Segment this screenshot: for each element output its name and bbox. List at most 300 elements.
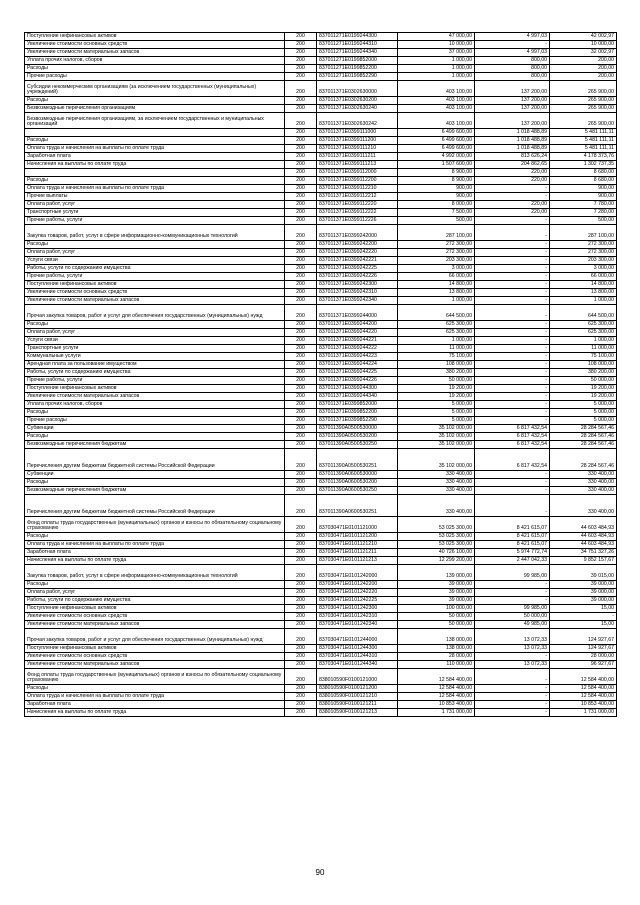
row-line-code: 200: [285, 549, 317, 557]
row-classification-code: 837030471E0101242225: [317, 597, 398, 605]
row-approved-amount: 8 000,00: [398, 201, 475, 209]
table-row: [25, 669, 617, 685]
row-name: Заработная плата: [25, 153, 285, 161]
row-approved-amount: 5 000,00: [398, 401, 475, 409]
row-classification-code: 837030471E0101121200: [317, 533, 398, 541]
row-classification-code: 837011371E0399852200: [317, 409, 398, 417]
row-classification-code: 837011371E0399111000: [317, 129, 398, 137]
row-name: Расходы: [25, 581, 285, 589]
row-remaining-amount: 330 400,00: [550, 495, 617, 517]
row-approved-amount: 28 000,00: [398, 653, 475, 661]
row-executed-amount: 99 985,00: [475, 605, 550, 613]
row-classification-code: 837011371E0399242310: [317, 289, 398, 297]
row-classification-code: 837030471E0101121213: [317, 557, 398, 565]
row-name: Прочие расходы: [25, 73, 285, 81]
table-row: [25, 441, 617, 449]
row-executed-amount: -: [475, 709, 550, 717]
row-approved-amount: 110 000,00: [398, 661, 475, 669]
table-row: [25, 661, 617, 669]
row-classification-code: 837011371E0399852000: [317, 401, 398, 409]
table-row: [25, 557, 617, 565]
row-executed-amount: -: [475, 193, 550, 201]
row-classification-code: 837011371E0302630242: [317, 113, 398, 129]
row-name: Субвенции: [25, 471, 285, 479]
row-executed-amount: -: [475, 337, 550, 345]
row-name: Расходы: [25, 97, 285, 105]
row-name: Уплата прочих налогов, сборов: [25, 57, 285, 65]
row-line-code: 200: [285, 433, 317, 441]
row-line-code: 200: [285, 265, 317, 273]
row-classification-code: 837030471E0101242340: [317, 621, 398, 629]
row-line-code: 200: [285, 385, 317, 393]
row-approved-amount: 287 100,00: [398, 225, 475, 241]
row-line-code: 200: [285, 709, 317, 717]
row-executed-amount: 99 985,00: [475, 565, 550, 581]
row-line-code: 200: [285, 565, 317, 581]
row-remaining-amount: 44 603 484,93: [550, 517, 617, 533]
table-row: [25, 533, 617, 541]
row-approved-amount: 203 300,00: [398, 257, 475, 265]
row-line-code: 200: [285, 209, 317, 217]
row-name: Коммунальные услуги: [25, 353, 285, 361]
row-remaining-amount: 7 780,00: [550, 201, 617, 209]
row-line-code: 200: [285, 113, 317, 129]
row-classification-code: 838010590F0100121200: [317, 685, 398, 693]
row-classification-code: 837011371E0399111210: [317, 145, 398, 153]
row-executed-amount: 6 817 432,54: [475, 449, 550, 471]
table-row: [25, 629, 617, 645]
row-name: Увеличение стоимости материальных запасов: [25, 661, 285, 669]
row-classification-code: 837030471E0101242300: [317, 605, 398, 613]
row-approved-amount: 1 000,00: [398, 297, 475, 305]
row-name: Безвозмездные перечисления организациям: [25, 105, 285, 113]
row-remaining-amount: 34 751 327,26: [550, 549, 617, 557]
row-remaining-amount: 39 000,00: [550, 597, 617, 605]
row-remaining-amount: 15,00: [550, 605, 617, 613]
table-row: [25, 361, 617, 369]
row-executed-amount: -: [475, 361, 550, 369]
row-classification-code: 837011371E0399111211: [317, 153, 398, 161]
row-line-code: 200: [285, 517, 317, 533]
row-executed-amount: -: [475, 393, 550, 401]
table-row: [25, 137, 617, 145]
row-classification-code: 837011371E0399242225: [317, 265, 398, 273]
row-executed-amount: 220,00: [475, 201, 550, 209]
row-classification-code: 837030471E0101242000: [317, 565, 398, 581]
row-executed-amount: -: [475, 249, 550, 257]
table-row: [25, 225, 617, 241]
row-remaining-amount: 28 284 567,46: [550, 433, 617, 441]
row-approved-amount: 1 000,00: [398, 65, 475, 73]
row-classification-code: 837011371E0302630000: [317, 81, 398, 97]
row-name: Заработная плата: [25, 549, 285, 557]
table-row: [25, 217, 617, 225]
row-approved-amount: 330 400,00: [398, 471, 475, 479]
table-row: [25, 605, 617, 613]
row-executed-amount: -: [475, 217, 550, 225]
row-approved-amount: 10 853 400,00: [398, 701, 475, 709]
row-line-code: 200: [285, 193, 317, 201]
row-line-code: 200: [285, 57, 317, 65]
row-name: [25, 129, 285, 137]
row-classification-code: 837011390A0600530251: [317, 495, 398, 517]
row-line-code: 200: [285, 249, 317, 257]
row-approved-amount: 40 726 100,00: [398, 549, 475, 557]
table-row: [25, 417, 617, 425]
table-row: [25, 409, 617, 417]
row-name: Субсидии некоммерческим организациям (за исключением государственных (муниципальных) учреждений): [25, 81, 285, 97]
row-executed-amount: 6 817 432,54: [475, 433, 550, 441]
table-row: [25, 57, 617, 65]
row-remaining-amount: 265 900,00: [550, 97, 617, 105]
row-executed-amount: -: [475, 409, 550, 417]
row-classification-code: 837011371E0399111200: [317, 137, 398, 145]
row-approved-amount: 53 025 300,00: [398, 533, 475, 541]
table-row: [25, 393, 617, 401]
row-line-code: 200: [285, 345, 317, 353]
row-executed-amount: 4 997,03: [475, 49, 550, 57]
row-line-code: 200: [285, 337, 317, 345]
row-line-code: 200: [285, 65, 317, 73]
row-line-code: 200: [285, 441, 317, 449]
row-line-code: 200: [285, 297, 317, 305]
table-row: [25, 495, 617, 517]
row-approved-amount: 272 300,00: [398, 249, 475, 257]
row-line-code: 200: [285, 693, 317, 701]
row-name: Увеличение стоимости основных средств: [25, 41, 285, 49]
row-name: Расходы: [25, 321, 285, 329]
table-row: [25, 33, 617, 41]
row-name: Увеличение стоимости материальных запасов: [25, 49, 285, 57]
row-remaining-amount: 8 680,00: [550, 177, 617, 185]
row-approved-amount: 1 000,00: [398, 337, 475, 345]
row-line-code: 200: [285, 597, 317, 605]
row-name: Прочая закупка товаров, работ и услуг для обеспечения государственных (муниципальных) нужд: [25, 629, 285, 645]
row-executed-amount: -: [475, 345, 550, 353]
row-executed-amount: -: [475, 693, 550, 701]
row-remaining-amount: 9 852 157,67: [550, 557, 617, 565]
row-classification-code: 837011371E0399244200: [317, 321, 398, 329]
table-row: [25, 41, 617, 49]
row-approved-amount: 12 584 400,00: [398, 669, 475, 685]
row-executed-amount: 137 200,00: [475, 81, 550, 97]
table-row: [25, 305, 617, 321]
table-row: [25, 209, 617, 217]
row-name: [25, 169, 285, 177]
table-row: [25, 241, 617, 249]
row-classification-code: 837011371E0399852290: [317, 417, 398, 425]
row-classification-code: 837030471E0101242310: [317, 613, 398, 621]
row-line-code: 200: [285, 629, 317, 645]
row-remaining-amount: 287 100,00: [550, 225, 617, 241]
row-name: Работы, услуги по содержанию имущества: [25, 597, 285, 605]
row-line-code: 200: [285, 613, 317, 621]
row-executed-amount: -: [475, 377, 550, 385]
row-classification-code: 837030471E0101244000: [317, 629, 398, 645]
row-remaining-amount: 12 584 400,00: [550, 669, 617, 685]
table-row: [25, 257, 617, 265]
row-executed-amount: -: [475, 479, 550, 487]
row-classification-code: 838010590F0100121211: [317, 701, 398, 709]
row-remaining-amount: 265 900,00: [550, 105, 617, 113]
row-approved-amount: 66 000,00: [398, 273, 475, 281]
row-name: Расходы: [25, 177, 285, 185]
row-executed-amount: 137 200,00: [475, 105, 550, 113]
row-remaining-amount: 28 284 567,46: [550, 441, 617, 449]
row-line-code: 200: [285, 97, 317, 105]
row-executed-amount: -: [475, 369, 550, 377]
row-remaining-amount: 625 300,00: [550, 329, 617, 337]
row-approved-amount: 1 000,00: [398, 73, 475, 81]
row-line-code: 200: [285, 161, 317, 169]
row-approved-amount: 4 992 000,00: [398, 153, 475, 161]
row-remaining-amount: -: [550, 613, 617, 621]
row-line-code: 200: [285, 241, 317, 249]
row-name: Фонд оплаты труда государственных (муниципальных) органов и взносы по обязательному социальному страхованию: [25, 517, 285, 533]
row-remaining-amount: 10 000,00: [550, 41, 617, 49]
row-name: Закупка товаров, работ, услуг в сфере информационно-коммуникационных технологий: [25, 565, 285, 581]
row-remaining-amount: 75 100,00: [550, 353, 617, 361]
row-line-code: 200: [285, 425, 317, 433]
row-line-code: 200: [285, 621, 317, 629]
row-approved-amount: 380 200,00: [398, 369, 475, 377]
table-row: [25, 49, 617, 57]
row-line-code: 200: [285, 129, 317, 137]
table-row: [25, 81, 617, 97]
row-approved-amount: 13 800,00: [398, 289, 475, 297]
row-classification-code: 837011371E0399112210: [317, 185, 398, 193]
row-executed-amount: -: [475, 353, 550, 361]
row-classification-code: 837011371E0399244226: [317, 377, 398, 385]
row-name: Расходы: [25, 241, 285, 249]
table-row: [25, 685, 617, 693]
row-approved-amount: 50 000,00: [398, 377, 475, 385]
row-classification-code: 837011371E0399242221: [317, 257, 398, 265]
row-line-code: 200: [285, 289, 317, 297]
row-approved-amount: 35 102 000,00: [398, 441, 475, 449]
row-remaining-amount: 5 481 111,11: [550, 129, 617, 137]
table-row: [25, 289, 617, 297]
row-classification-code: 837011271E0199244300: [317, 33, 398, 41]
row-approved-amount: 11 000,00: [398, 345, 475, 353]
row-approved-amount: 1 731 000,00: [398, 709, 475, 717]
row-executed-amount: -: [475, 385, 550, 393]
row-remaining-amount: 39 000,00: [550, 589, 617, 597]
row-approved-amount: 6 499 600,00: [398, 129, 475, 137]
row-classification-code: 837011271E0199244340: [317, 49, 398, 57]
row-approved-amount: 1 000,00: [398, 57, 475, 65]
row-line-code: 200: [285, 541, 317, 549]
row-executed-amount: -: [475, 297, 550, 305]
row-remaining-amount: 1 000,00: [550, 337, 617, 345]
row-remaining-amount: 644 500,00: [550, 305, 617, 321]
row-line-code: 200: [285, 495, 317, 517]
row-approved-amount: 6 499 600,00: [398, 145, 475, 153]
row-classification-code: 837011390A0500530000: [317, 425, 398, 433]
row-name: Закупка товаров, работ, услуг в сфере информационно-коммуникационных технологий: [25, 225, 285, 241]
row-executed-amount: 800,00: [475, 73, 550, 81]
row-executed-amount: 800,00: [475, 65, 550, 73]
row-name: Начисления на выплаты по оплате труда: [25, 709, 285, 717]
row-remaining-amount: 265 900,00: [550, 81, 617, 97]
row-remaining-amount: 44 603 484,93: [550, 533, 617, 541]
row-name: Арендная плата за пользование имуществом: [25, 361, 285, 369]
row-executed-amount: 8 421 615,07: [475, 541, 550, 549]
row-classification-code: 837011371E0399242340: [317, 297, 398, 305]
row-line-code: 200: [285, 153, 317, 161]
row-remaining-amount: 11 000,00: [550, 345, 617, 353]
row-line-code: 200: [285, 145, 317, 153]
row-approved-amount: 138 000,00: [398, 629, 475, 645]
table-row: [25, 517, 617, 533]
row-executed-amount: -: [475, 669, 550, 685]
row-remaining-amount: 32 002,97: [550, 49, 617, 57]
row-name: Увеличение стоимости основных средств: [25, 653, 285, 661]
table-row: [25, 169, 617, 177]
row-name: Оплата труда и начисления на выплаты по оплате труда: [25, 185, 285, 193]
table-row: [25, 161, 617, 169]
row-executed-amount: 13 072,33: [475, 629, 550, 645]
row-approved-amount: 50 000,00: [398, 613, 475, 621]
table-row: [25, 297, 617, 305]
row-remaining-amount: 1 731 000,00: [550, 709, 617, 717]
row-executed-amount: 1 018 488,89: [475, 129, 550, 137]
row-executed-amount: 813 626,24: [475, 153, 550, 161]
row-approved-amount: 500,00: [398, 217, 475, 225]
table-body: [25, 33, 617, 717]
table-row: [25, 281, 617, 289]
row-remaining-amount: 39 000,00: [550, 581, 617, 589]
row-remaining-amount: 625 300,00: [550, 321, 617, 329]
row-approved-amount: 403 100,00: [398, 97, 475, 105]
row-name: Транспортные услуги: [25, 345, 285, 353]
row-line-code: 200: [285, 41, 317, 49]
row-name: Увеличение стоимости основных средств: [25, 289, 285, 297]
row-approved-amount: 10 000,00: [398, 41, 475, 49]
row-name: Расходы: [25, 433, 285, 441]
row-approved-amount: 12 584 400,00: [398, 693, 475, 701]
row-executed-amount: 137 200,00: [475, 113, 550, 129]
row-approved-amount: 139 000,00: [398, 565, 475, 581]
row-approved-amount: 138 000,00: [398, 645, 475, 653]
row-approved-amount: 330 400,00: [398, 495, 475, 517]
table-row: [25, 449, 617, 471]
table-row: [25, 369, 617, 377]
row-classification-code: 837030471E0101242220: [317, 589, 398, 597]
row-approved-amount: 900,00: [398, 185, 475, 193]
row-classification-code: 837011271E0199852200: [317, 65, 398, 73]
row-approved-amount: 8 900,00: [398, 177, 475, 185]
table-row: [25, 249, 617, 257]
row-name: Оплата работ, услуг: [25, 201, 285, 209]
row-remaining-amount: 900,00: [550, 185, 617, 193]
row-approved-amount: 12 584 400,00: [398, 685, 475, 693]
row-classification-code: 837011371E0399112226: [317, 217, 398, 225]
row-executed-amount: 1 018 488,89: [475, 137, 550, 145]
row-name: Увеличение стоимости материальных запасов: [25, 297, 285, 305]
row-executed-amount: 1 018 488,89: [475, 145, 550, 153]
row-name: Оплата работ, услуг: [25, 589, 285, 597]
row-remaining-amount: 200,00: [550, 73, 617, 81]
row-executed-amount: 220,00: [475, 209, 550, 217]
row-line-code: 200: [285, 257, 317, 265]
row-classification-code: 837011371E0399244224: [317, 361, 398, 369]
row-name: Субвенции: [25, 425, 285, 433]
row-name: Перечисления другим бюджетам бюджетной системы Российской Федерации: [25, 449, 285, 471]
row-remaining-amount: 124 927,67: [550, 629, 617, 645]
row-line-code: 200: [285, 217, 317, 225]
page-number: 90: [315, 868, 325, 877]
row-executed-amount: -: [475, 273, 550, 281]
row-name: Расходы: [25, 685, 285, 693]
row-classification-code: 837011390A0600530250: [317, 487, 398, 495]
row-classification-code: 837011371E0399244225: [317, 369, 398, 377]
row-executed-amount: -: [475, 41, 550, 49]
row-name: Безвозмездные перечисления организациям, за исключением государственных и муниципальных организаций: [25, 113, 285, 129]
row-name: Оплата труда и начисления на выплаты по оплате труда: [25, 541, 285, 549]
row-approved-amount: 100 000,00: [398, 605, 475, 613]
row-classification-code: 837011371E0399112000: [317, 169, 398, 177]
row-classification-code: 837011390A0600530000: [317, 471, 398, 479]
row-remaining-amount: 272 300,00: [550, 249, 617, 257]
row-remaining-amount: 28 000,00: [550, 653, 617, 661]
row-name: Работы, услуги по содержанию имущества: [25, 265, 285, 273]
row-approved-amount: 39 000,00: [398, 589, 475, 597]
row-remaining-amount: 19 200,00: [550, 393, 617, 401]
row-line-code: 200: [285, 557, 317, 565]
row-name: Прочие выплаты: [25, 193, 285, 201]
row-classification-code: 837011371E0399244300: [317, 385, 398, 393]
row-line-code: 200: [285, 487, 317, 495]
row-name: Прочие работы, услуги: [25, 217, 285, 225]
row-name: Расходы: [25, 479, 285, 487]
row-line-code: 200: [285, 581, 317, 589]
row-executed-amount: -: [475, 589, 550, 597]
row-approved-amount: 35 102 000,00: [398, 425, 475, 433]
row-remaining-amount: 380 200,00: [550, 369, 617, 377]
table-row: [25, 479, 617, 487]
row-name: Поступление нефинансовых активов: [25, 281, 285, 289]
row-line-code: 200: [285, 73, 317, 81]
row-remaining-amount: 44 603 484,93: [550, 541, 617, 549]
row-remaining-amount: 330 400,00: [550, 479, 617, 487]
row-executed-amount: -: [475, 701, 550, 709]
row-executed-amount: -: [475, 495, 550, 517]
table-row: [25, 105, 617, 113]
table-row: [25, 613, 617, 621]
row-name: Безвозмездные перечисления бюджетам: [25, 487, 285, 495]
row-remaining-amount: 19 200,00: [550, 385, 617, 393]
row-remaining-amount: 42 002,97: [550, 33, 617, 41]
row-line-code: 200: [285, 169, 317, 177]
row-name: Поступление нефинансовых активов: [25, 645, 285, 653]
table-row: [25, 65, 617, 73]
row-executed-amount: 5 974 772,74: [475, 549, 550, 557]
row-line-code: 200: [285, 417, 317, 425]
row-line-code: 200: [285, 225, 317, 241]
row-executed-amount: -: [475, 185, 550, 193]
table-row: [25, 565, 617, 581]
row-approved-amount: 35 102 000,00: [398, 433, 475, 441]
row-remaining-amount: 12 584 400,00: [550, 685, 617, 693]
row-line-code: 200: [285, 49, 317, 57]
row-executed-amount: -: [475, 653, 550, 661]
row-approved-amount: 108 000,00: [398, 361, 475, 369]
row-line-code: 200: [285, 449, 317, 471]
row-approved-amount: 37 000,00: [398, 49, 475, 57]
row-executed-amount: -: [475, 241, 550, 249]
row-approved-amount: 330 400,00: [398, 479, 475, 487]
